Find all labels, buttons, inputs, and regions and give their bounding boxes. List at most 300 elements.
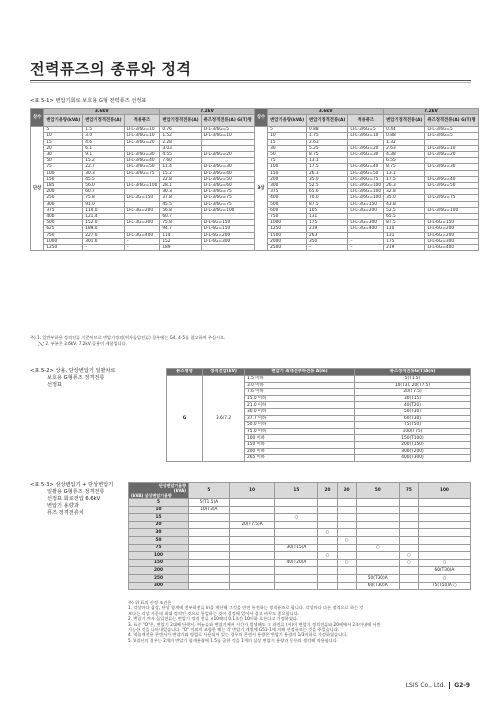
table-cell [418, 544, 470, 552]
phase-single-cell: 단상 [31, 127, 44, 251]
table-row [129, 506, 471, 514]
table-cell [229, 514, 275, 522]
table-cell: LFL-3/6G=5 [348, 127, 384, 133]
table-cell [275, 582, 318, 590]
table-cell: 175 [307, 220, 348, 226]
table-cell: LFL-3/6G=75 [201, 201, 254, 207]
table-cell: 60.7 [160, 214, 201, 220]
table-row [129, 567, 471, 575]
table-cell: LFL-3/6G=60 [201, 183, 254, 189]
table-cell: – [348, 238, 384, 244]
t3-row-kva: 150 [129, 559, 189, 567]
table-cell [356, 567, 399, 575]
table-cell: 15.2 [160, 170, 201, 176]
table-cell: 94.7 [160, 226, 201, 232]
table-cell: LFL-3/6G=5 [425, 127, 478, 133]
table-cell: 1250 [268, 226, 307, 232]
table-row [129, 499, 471, 507]
table-cell: ○ [418, 559, 470, 567]
col-capacity: 변압기용량(kVA) [44, 115, 83, 127]
table-cell: 56.8 [160, 207, 201, 213]
table-cell: LFL-3/6G=20 [348, 145, 384, 151]
table-cell: 15 [268, 139, 307, 145]
col-current-72: 변압기정격전류(A) [160, 115, 201, 127]
table-cell: LFL-3/6G=40 [124, 158, 160, 164]
table-cell [229, 506, 275, 514]
table-cell: – [348, 245, 384, 251]
table-cell: 200 [268, 176, 307, 182]
table-cell: 75 [44, 164, 83, 170]
table-cell: 0.44 [384, 127, 425, 133]
table-cell: 3.0 [83, 133, 124, 139]
table-cell: 56.0 [83, 183, 124, 189]
table-cell: LFL-3/6G=100 [348, 195, 384, 201]
table-cell: 5(T1.5) [355, 376, 471, 383]
page-footer [406, 682, 470, 689]
table-cell: 0.88 [307, 127, 348, 133]
table-cell: LFL-3/6G=20 [201, 152, 254, 158]
table-cell [418, 506, 470, 514]
table-cell: LFL-3/6G=75 [124, 170, 160, 176]
table-cell: 0.88 [384, 133, 425, 139]
table-cell: 50(T30)A [356, 574, 399, 582]
table-cell: 500 [44, 220, 83, 226]
table-cell: 150 이하 [245, 441, 355, 448]
table-cell: 263 [307, 232, 348, 238]
table-cell: LFL-6G=150 [425, 220, 478, 226]
table-cell [399, 529, 418, 537]
table-cell: ○ [356, 544, 399, 552]
table-cell: LFL-3/6G=100 [348, 189, 384, 195]
table-cell: 52.5 [384, 207, 425, 213]
table-cell: 200(T150) [355, 441, 471, 448]
table-cell: LFL-3/6G=50 [348, 170, 384, 176]
table-cell [318, 521, 337, 529]
table3-note-line: 4. 역률개선용 콘덴서가 변압기와 병렬로 사용되어 있는 경우의 콘덴서 용량은 변압기 용량의 1/3이하로 가정하였습니다. [128, 632, 348, 638]
table-cell: 87.5 [384, 220, 425, 226]
table-cell: 30 [44, 152, 83, 158]
table-cell [229, 567, 275, 575]
table-cell: 75.8 [160, 220, 201, 226]
table-cell: 30(T15)A [275, 544, 318, 552]
table-cell [275, 529, 318, 537]
table-cell: LFL-6G=150 [201, 220, 254, 226]
col-fuse-r: 적용퓨즈 [348, 115, 384, 127]
table-cell: 7.60 [160, 158, 201, 164]
table-cell [189, 574, 230, 582]
table-cell: 185 [44, 183, 83, 189]
table-cell: 100 [268, 164, 307, 170]
table-cell: 400 [44, 214, 83, 220]
table-cell: LFL-3G=300 [348, 220, 384, 226]
table-cell: LFL-3/6G=75 [425, 195, 478, 201]
table-cell: 5(T1.5)A [189, 499, 230, 507]
table-cell: 50.0 이하 [245, 422, 355, 429]
table-cell: LFL-6G=400 [425, 245, 478, 251]
table-cell: 2500 [268, 245, 307, 251]
t3-corner-unit: (kVA) [173, 488, 186, 493]
table-cell: 175 [384, 238, 425, 244]
table-cell: LFL-6G=300 [425, 238, 478, 244]
table-cell: LFL-3G=400 [124, 232, 160, 238]
table-cell [356, 536, 399, 544]
table-cell: 3.03 [160, 145, 201, 151]
table-cell: LFL-3/6G=20 [425, 152, 478, 158]
col-fuse-rated: 퓨즈정격전류(A) G(T)형 [201, 115, 254, 127]
table-cell [318, 582, 337, 590]
table-cell: 1500 [268, 232, 307, 238]
table-cell: 600 [268, 207, 307, 213]
col-fuse-rated-r: 퓨즈정격전류(A) G(T)형 [425, 115, 478, 127]
table-cell [418, 552, 470, 560]
table-cell: LFL-3/6G=10 [348, 133, 384, 139]
table-cell: 2000 [268, 238, 307, 244]
table-cell: 10(T3)A [189, 506, 230, 514]
table-cell: 625 [44, 226, 83, 232]
t3-row-kva: 50 [129, 536, 189, 544]
table-cell: LFL-3G=150 [348, 201, 384, 207]
table-cell: 10 [268, 133, 307, 139]
table-cell: ○ [418, 574, 470, 582]
table-cell [275, 499, 318, 507]
table-cell: 110 [384, 226, 425, 232]
table-cell [189, 582, 230, 590]
table-row [129, 536, 471, 544]
table-cell: LFL-3/6G=75 [201, 189, 254, 195]
t2-col-current: 변압기 최대전부하전류 A(m) [245, 369, 355, 376]
table2-caption-line3: 선정표 [47, 382, 63, 388]
table-cell: ○ [399, 552, 418, 560]
table-cell: 227.0 [83, 232, 124, 238]
table-cell: ○ [337, 559, 356, 567]
t3-row-kva: 200 [129, 567, 189, 575]
table-cell [356, 529, 399, 537]
table-cell [229, 552, 275, 560]
table-cell: LFL-3/6G=75 [201, 195, 254, 201]
table-cell: 20(T7.5) [355, 389, 471, 396]
table-cell: LFL-3/6G=10 [425, 145, 478, 151]
table-cell [399, 544, 418, 552]
table-cell [337, 521, 356, 529]
table-cell: 43.8 [384, 201, 425, 207]
table-cell: LFL-3/6G=10 [201, 133, 254, 139]
table-cell: 265 이하 [245, 455, 355, 462]
table-cell [189, 544, 230, 552]
table-cell [189, 521, 230, 529]
footer-page-number: G2-9 [449, 682, 470, 689]
v72-header-left: 7.2kV [160, 109, 255, 115]
table-cell: 60.7 [83, 189, 124, 195]
table-cell: 30(T15) [355, 395, 471, 402]
table-cell: 28.1 [160, 183, 201, 189]
table-cell: 2.63 [384, 145, 425, 151]
table-cell [189, 529, 230, 537]
table-cell: 400 [268, 195, 307, 201]
table-cell: 100 이하 [245, 435, 355, 442]
table-cell: LFL-3/6G=5 [201, 127, 254, 133]
table-cell [229, 574, 275, 582]
t3-col-15: 15 [275, 483, 318, 499]
t3-col-20: 20 [318, 483, 337, 499]
table-cell: 1.5 이하 [245, 376, 355, 383]
table-cell: 2.63 [307, 139, 348, 145]
table-cell: 60(T30) [355, 415, 471, 422]
table-cell: 219 [307, 226, 348, 232]
t3-row-kva: 300 [129, 582, 189, 590]
table-cell [318, 559, 337, 567]
table-cell [189, 552, 230, 560]
table-cell: LFL-6G=200 [425, 232, 478, 238]
col-capacity-r: 변압기용량(kVA) [268, 115, 307, 127]
table-cell [399, 499, 418, 507]
table-cell [318, 506, 337, 514]
table-cell: LFL-3/6G=20 [124, 139, 160, 145]
table-cell: 75.0 이하 [245, 428, 355, 435]
table3-caption-line5: 퓨즈 정격전류치 [47, 510, 84, 516]
table-cell: 5 [268, 127, 307, 133]
table-cell [275, 506, 318, 514]
table3-note-line: 1. 각상마다 삼상, 단상 합계에 전부하전류 In을 계산해 그것을 만전 통전하는 정격퓨즈로 합니다. 각상마다 다른 정격으로 하는 것 [128, 605, 364, 611]
table-cell: 17.5 [384, 176, 425, 182]
table-cell: 35.0 [384, 195, 425, 201]
table-cell: – [124, 238, 160, 244]
table-cell: 0.76 [160, 127, 201, 133]
t3-row-kva: 15 [129, 514, 189, 522]
table-cell: 1.5 [83, 127, 124, 133]
table-cell [356, 559, 399, 567]
t3-col-100: 100 [418, 483, 470, 499]
table-cell [399, 521, 418, 529]
table-cell [318, 567, 337, 575]
table-cell: 50 [268, 152, 307, 158]
table-cell [318, 544, 337, 552]
table-cell [318, 514, 337, 522]
table-cell: 30.3 [83, 170, 124, 176]
table-cell: LFL-3/6G=75 [348, 176, 384, 182]
table-cell: 5.25 [307, 145, 348, 151]
table-cell: 65.5 [384, 214, 425, 220]
table-cell: 45.5 [160, 201, 201, 207]
table-cell: 375 [44, 207, 83, 213]
table-cell [189, 514, 230, 522]
table-cell: 15.0 이하 [245, 395, 355, 402]
table-cell [337, 506, 356, 514]
phase-header: 상수 [31, 109, 44, 127]
table2-caption [30, 368, 116, 389]
table-cell: 4.6 [83, 139, 124, 145]
table-cell: 75(T50) [355, 422, 471, 429]
table-cell: ○ [399, 559, 418, 567]
table1-note-2 [38, 341, 127, 346]
table-cell [337, 567, 356, 575]
t3-col-5: 5 [189, 483, 230, 499]
table-cell: LFL-6G=200 [425, 226, 478, 232]
table-cell: LFL-3/6G=50 [425, 183, 478, 189]
table-cell: – [307, 245, 348, 251]
table-cell: LFL-3/6G=40 [425, 176, 478, 182]
table-cell [356, 514, 399, 522]
table-cell: 7.6 이하 [245, 389, 355, 396]
table-cell: ○ [318, 552, 337, 560]
table-cell: LFL-3/6G=10 [124, 127, 160, 133]
col-current-r: 변압기정격전류(A) [307, 115, 348, 127]
table-cell: 2.28 [160, 139, 201, 145]
table-cell: 26.3 [307, 170, 348, 176]
table-cell: 52.5 [307, 183, 348, 189]
table-cell [229, 559, 275, 567]
table-cell: 200 [44, 189, 83, 195]
table-cell: LFL-3/6G=10 [124, 133, 160, 139]
footer-brand: LSIS Co., Ltd. [405, 682, 446, 689]
table3-note-line: 2. 변압기 여자 돌입전류는 변압기 정격 전류 ×10배의 0.1초간 10이하 흐른다고 가정하였다. [128, 616, 299, 622]
table-cell: 65.6 [307, 189, 348, 195]
v36-header-left: 3.6kV [44, 109, 160, 115]
table-cell: 17.5 [307, 164, 348, 170]
table-cell [337, 552, 356, 560]
col-current-72-r: 변압기정격전류(A) [384, 115, 425, 127]
table-cell [418, 514, 470, 522]
table-cell: 1000 [268, 220, 307, 226]
t2-type-cell: G [167, 376, 203, 462]
table-cell: 6.1 [83, 145, 124, 151]
table-cell: LFL-3/6G=30 [348, 152, 384, 158]
table-cell: 152.0 [83, 220, 124, 226]
table-cell [399, 567, 418, 575]
table-cell [337, 514, 356, 522]
table-cell [318, 574, 337, 582]
table-cell: 131 [384, 232, 425, 238]
table-cell [399, 582, 418, 590]
table3-caption-line1: <표 5-3> 삼상변압기 + 단상변압기 [30, 482, 114, 488]
table-cell: 350 [307, 238, 348, 244]
table-cell [229, 499, 275, 507]
table-cell: 37.8 [160, 195, 201, 201]
t3-row-kva: 5 [129, 499, 189, 507]
table-cell: LFL-3G=200 [348, 207, 384, 213]
table3-caption-line2: 일괄용 G형퓨즈 정격전류 [47, 489, 105, 495]
table-cell: 30.0 이하 [245, 408, 355, 415]
table-cell: 100(T75) [355, 428, 471, 435]
table-cell: 50 [44, 158, 83, 164]
table-cell: 91.0 [83, 201, 124, 207]
table3-note-line: 5. V결선의 경우는 2개의 변압기 합계용량에 1.5를 곱한 것을 1개의 삼상 변압기 용량과 동등과 생각해 적용합니다. [128, 637, 339, 643]
t3-col-75: 75 [399, 483, 418, 499]
table-cell: 8.75 [307, 152, 348, 158]
table-cell [399, 506, 418, 514]
table-cell: 121.4 [83, 214, 124, 220]
table-cell [356, 506, 399, 514]
table-cell: 8.75 [384, 164, 425, 170]
table-cell [229, 536, 275, 544]
table-cell: 15.2 [83, 158, 124, 164]
table-cell: 150 [268, 170, 307, 176]
table-cell: LFL-3/6G=5 [425, 133, 478, 139]
fuse-selection-table-2 [166, 368, 471, 462]
table-cell: 11.4 [160, 164, 201, 170]
table-cell: 40(T20)A [275, 559, 318, 567]
table2-caption-line1: <표 5-2> 상용, 단상변압기 일괄차로 [30, 368, 116, 374]
table-cell: 250 [44, 195, 83, 201]
table-cell: 75.8 [83, 195, 124, 201]
table-cell [418, 536, 470, 544]
table-cell [418, 529, 470, 537]
t2-col-type: 퓨즈형명 [167, 369, 203, 376]
t3-corner [129, 483, 189, 499]
table-cell: 10(T3), 20(T7.5) [355, 382, 471, 389]
table-cell: 1250 [44, 245, 83, 251]
table-cell: 1.75 [307, 133, 348, 139]
table-cell: 75(T50)A ○ [418, 582, 470, 590]
table-cell [189, 567, 230, 575]
table-cell: 13.1 [307, 158, 348, 164]
table-cell [275, 521, 318, 529]
table-cell: 189.0 [83, 226, 124, 232]
table-cell: 22.7 [83, 164, 124, 170]
table-cell: 40(T20) [355, 402, 471, 409]
table-cell [189, 536, 230, 544]
table-cell [399, 536, 418, 544]
table-cell [356, 499, 399, 507]
table-cell [275, 567, 318, 575]
table-cell: 26.3 [384, 183, 425, 189]
table-row [129, 521, 471, 529]
table-row [167, 376, 471, 383]
title-divider-thin [30, 82, 471, 83]
table-cell: 150 [44, 176, 83, 182]
table-cell: 300 [44, 201, 83, 207]
table-row [129, 544, 471, 552]
table-cell: LFL-6G=150 [201, 226, 254, 232]
table3-note-line: 가능한 것을 나타내었습니다. "O" 이외의 조합한 해는 각 변압기 개별에 G51-1에 의해 선정퓨즈는 것을 주었습니다. [128, 627, 340, 633]
table1-note-1: 주) 1. 일반부하용 정격전류 기준이므로 변압기정격(여자돌입전류) 경우에는 G4, 4-5를 참고하여 주십시오. [30, 335, 226, 340]
table3-caption-line3: 선정표 회로전압 6.6kV [47, 496, 101, 502]
table-cell: 750 [44, 232, 83, 238]
table-cell: LFL-3G=300 [124, 220, 160, 226]
table-cell [418, 499, 470, 507]
table3-note-line: 주) 위 표의 선정 조건은 [128, 600, 172, 605]
table-cell: 6.55 [384, 158, 425, 164]
table-cell: 500 [268, 201, 307, 207]
table-cell [275, 536, 318, 544]
table-cell: LFL-6G=300 [201, 238, 254, 244]
table-cell: 131 [307, 214, 348, 220]
table-cell [337, 499, 356, 507]
table-cell: 21.0 이하 [245, 402, 355, 409]
table2-caption-line2: 보호용 G형퓨즈 정격전류 [47, 375, 105, 381]
table-cell: LFL-3G=150 [124, 195, 160, 201]
table3-note-line: 보다는 각상 가운데 최대 정격인 것으로 통일하는 것이 결정에 있어서 결고 바꾸도 좋으합니다. [128, 610, 300, 616]
table-cell [356, 552, 399, 560]
table-cell: LFL-3/6G=50 [201, 176, 254, 182]
table-cell: 750 [268, 214, 307, 220]
table-cell [229, 582, 275, 590]
table-cell: 75 [268, 158, 307, 164]
table-cell: LFL-3/6G=40 [348, 164, 384, 170]
table-cell: LFL-3/6G=40 [201, 170, 254, 176]
table-cell [337, 574, 356, 582]
table-cell: 3.0 이하 [245, 382, 355, 389]
table-cell [189, 559, 230, 567]
table-cell: LFL-3/6G=100 [124, 183, 160, 189]
table-cell [399, 574, 418, 582]
t3-row-kva: 250 [129, 574, 189, 582]
table-cell: 13.1 [384, 170, 425, 176]
table3-note-line: 3. 표중 "O"은, 변압기 2대째 단락시, 여뉴류와 변압기에서 시간가 발생해도 그 과전류 (서)이 변압기 정격전류와 20배에서 2초이내에 서만 [128, 621, 381, 627]
table-cell: 20(T7.5)A [229, 521, 275, 529]
table-cell: 300(T200) [355, 448, 471, 455]
table-cell: 219 [384, 245, 425, 251]
t3-corner-top: 단상변압기용량 [158, 483, 186, 488]
